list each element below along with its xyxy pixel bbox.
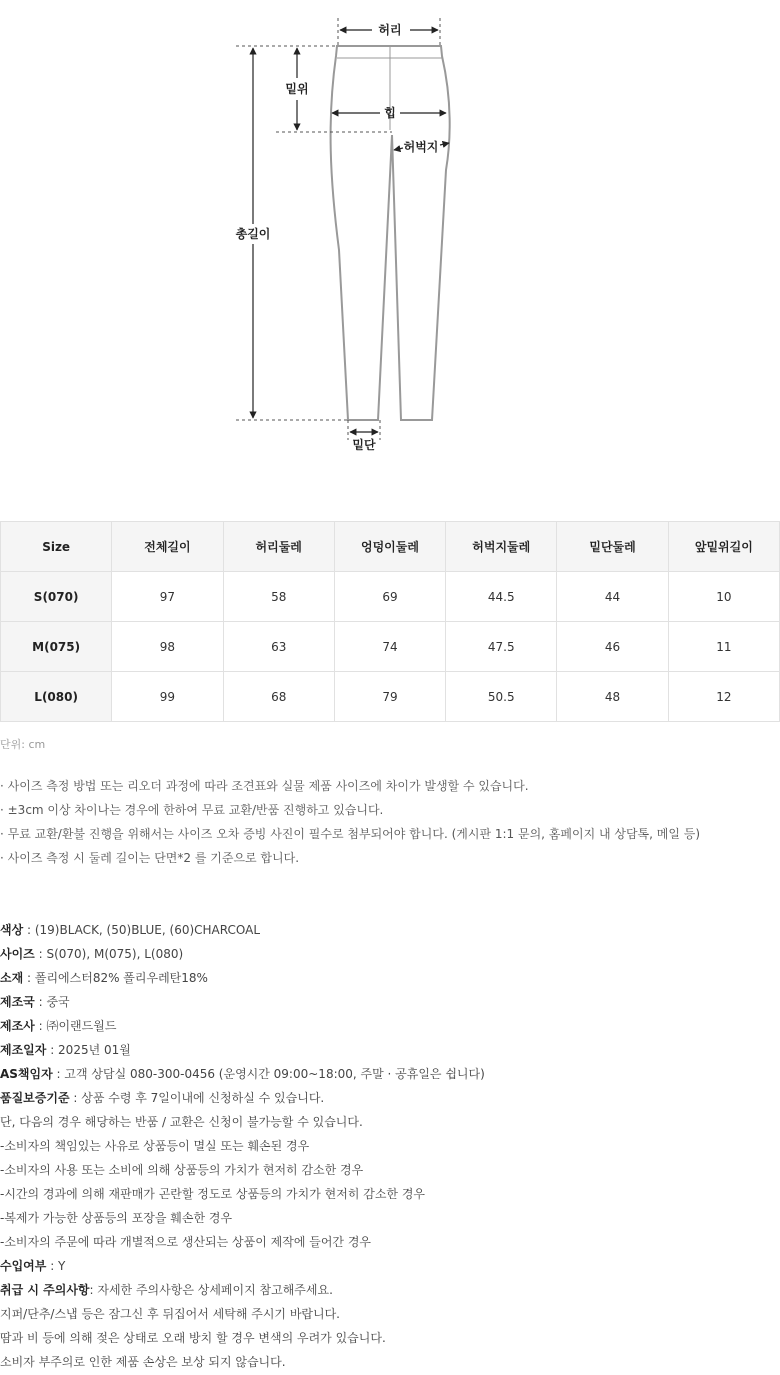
thigh-arrow-left: [394, 148, 403, 150]
info-label: 색상: [0, 923, 24, 937]
table-cell: 74: [334, 622, 445, 672]
column-header-waist: 허리둘레: [223, 522, 334, 572]
info-separator: :: [34, 995, 47, 1009]
info-item-quality-guarantee: [0, 1086, 485, 1110]
info-line: [0, 1182, 485, 1206]
info-line: [0, 1350, 485, 1374]
info-value: -소비자의 주문에 따라 개별적으로 생산되는 상품이 제작에 들어간 경우: [0, 1235, 372, 1249]
info-value: -소비자의 책임있는 사유로 상품등이 멸실 또는 훼손된 경우: [0, 1139, 310, 1153]
table-cell: 99: [112, 672, 223, 722]
info-value: -복제가 가능한 상품등의 포장을 훼손한 경우: [0, 1211, 233, 1225]
table-cell: 98: [112, 622, 223, 672]
info-value: 중국: [46, 995, 70, 1009]
note-item: · 사이즈 측정 방법 또는 리오더 과정에 따라 조견표와 실물 제품 사이즈에 차이가 발생할 수 있습니다.: [0, 779, 529, 793]
product-info-list: [0, 918, 485, 1374]
info-line: [0, 1206, 485, 1230]
unit-note: 단위: cm: [0, 738, 46, 751]
total-length-label: 총길이: [235, 227, 271, 241]
info-label: AS책임자: [0, 1067, 53, 1081]
info-label: 사이즈: [0, 947, 35, 961]
info-line: [0, 1110, 485, 1134]
column-header-thigh: 허벅지둘레: [446, 522, 557, 572]
column-header-hip: 엉덩이둘레: [334, 522, 445, 572]
size-notes: [0, 774, 700, 870]
info-line: [0, 1302, 485, 1326]
table-cell: 50.5: [446, 672, 557, 722]
rise-label: 밑위: [285, 82, 309, 96]
waist-label: 허리: [378, 23, 402, 37]
column-header-total-length: 전체길이: [112, 522, 223, 572]
info-separator: :: [52, 1067, 65, 1081]
thigh-arrow-right: [440, 143, 449, 145]
note-item: · 사이즈 측정 시 둘레 길이는 단면*2 를 기준으로 합니다.: [0, 851, 300, 865]
size-cell: S(070): [1, 572, 112, 622]
info-value: 소비자 부주의로 인한 제품 손상은 보상 되지 않습니다.: [0, 1355, 286, 1369]
size-cell: L(080): [1, 672, 112, 722]
info-line: [0, 1230, 485, 1254]
hip-label: 힙: [384, 106, 396, 120]
pants-outline: [331, 46, 450, 420]
table-cell: 47.5: [446, 622, 557, 672]
info-label: 수입여부: [0, 1259, 47, 1273]
table-cell: 69: [334, 572, 445, 622]
info-value: 2025년 01월: [58, 1043, 131, 1057]
table-cell: 97: [112, 572, 223, 622]
info-value: -시간의 경과에 의해 재판매가 곤란할 정도로 상품등의 가치가 현저히 감소한 경우: [0, 1187, 426, 1201]
table-cell: 79: [334, 672, 445, 722]
info-value: (19)BLACK, (50)BLUE, (60)CHARCOAL: [34, 923, 260, 937]
info-separator: :: [89, 1283, 98, 1297]
info-item-care: [0, 1278, 485, 1302]
table-cell: 63: [223, 622, 334, 672]
size-table-header-row: [1, 522, 780, 572]
info-value: ㈜이랜드월드: [46, 1019, 117, 1033]
info-label: 제조사: [0, 1019, 35, 1033]
note-item: · ±3cm 이상 차이나는 경우에 한하여 무료 교환/반품 진행하고 있습니다.: [0, 803, 384, 817]
info-item-size: [0, 942, 485, 966]
info-item-as-contact: [0, 1062, 485, 1086]
column-header-hem: 밑단둘레: [557, 522, 668, 572]
thigh-label: 허벅지: [403, 140, 439, 154]
size-table: [0, 521, 780, 722]
info-item-country: [0, 990, 485, 1014]
table-row: [1, 672, 780, 722]
info-separator: :: [34, 947, 47, 961]
info-label: 취급 시 주의사항: [0, 1283, 90, 1297]
info-separator: :: [46, 1259, 59, 1273]
table-row: [1, 572, 780, 622]
table-cell: 44: [557, 572, 668, 622]
info-line: [0, 1158, 485, 1182]
hem-label: 밑단: [352, 438, 376, 452]
column-header-size: Size: [1, 522, 112, 572]
info-value: 폴리에스터82% 폴리우레탄18%: [34, 971, 208, 985]
info-item-manufacture-date: [0, 1038, 485, 1062]
table-row: [1, 622, 780, 672]
info-value: 단, 다음의 경우 해당하는 반품 / 교환은 신청이 불가능할 수 있습니다.: [0, 1115, 363, 1129]
info-label: 품질보증기준: [0, 1091, 70, 1105]
info-item-material: [0, 966, 485, 990]
info-label: 제조국: [0, 995, 35, 1009]
info-line: [0, 1134, 485, 1158]
info-value: 땀과 비 등에 의해 젖은 상태로 오래 방치 할 경우 변색의 우려가 있습니다.: [0, 1331, 386, 1345]
info-separator: :: [69, 1091, 82, 1105]
table-cell: 58: [223, 572, 334, 622]
table-cell: 46: [557, 622, 668, 672]
info-label: 제조일자: [0, 1043, 47, 1057]
info-separator: :: [34, 1019, 47, 1033]
info-line: [0, 1326, 485, 1350]
info-item-manufacturer: [0, 1014, 485, 1038]
table-cell: 12: [668, 672, 779, 722]
column-header-front-rise: 앞밑위길이: [668, 522, 779, 572]
table-cell: 11: [668, 622, 779, 672]
info-value: 고객 상담실 080-300-0456 (운영시간 09:00~18:00, 주말 · 공휴일은 쉽니다): [64, 1067, 485, 1081]
info-separator: :: [23, 971, 35, 985]
table-cell: 68: [223, 672, 334, 722]
info-value: Y: [58, 1259, 66, 1273]
size-cell: M(075): [1, 622, 112, 672]
note-item: · 무료 교환/환불 진행을 위해서는 사이즈 오차 증빙 사진이 필수로 첨부되어야 합니다. (게시판 1:1 문의, 홈페이지 내 상담톡, 메일 등): [0, 827, 701, 841]
table-cell: 44.5: [446, 572, 557, 622]
table-cell: 10: [668, 572, 779, 622]
info-item-color: [0, 918, 485, 942]
info-separator: :: [46, 1043, 59, 1057]
info-value: 지퍼/단추/스냅 등은 잠그신 후 뒤집어서 세탁해 주시기 바랍니다.: [0, 1307, 340, 1321]
info-value: S(070), M(075), L(080): [46, 947, 184, 961]
table-cell: 48: [557, 672, 668, 722]
pants-measurement-diagram: [0, 0, 780, 470]
info-label: 소재: [0, 971, 24, 985]
info-value: -소비자의 사용 또는 소비에 의해 상품등의 가치가 현저히 감소한 경우: [0, 1163, 364, 1177]
info-value: 상품 수령 후 7일이내에 신청하실 수 있습니다.: [81, 1091, 325, 1105]
info-value: 자세한 주의사항은 상세페이지 참고해주세요.: [97, 1283, 333, 1297]
info-item-import: [0, 1254, 485, 1278]
info-separator: :: [23, 923, 35, 937]
